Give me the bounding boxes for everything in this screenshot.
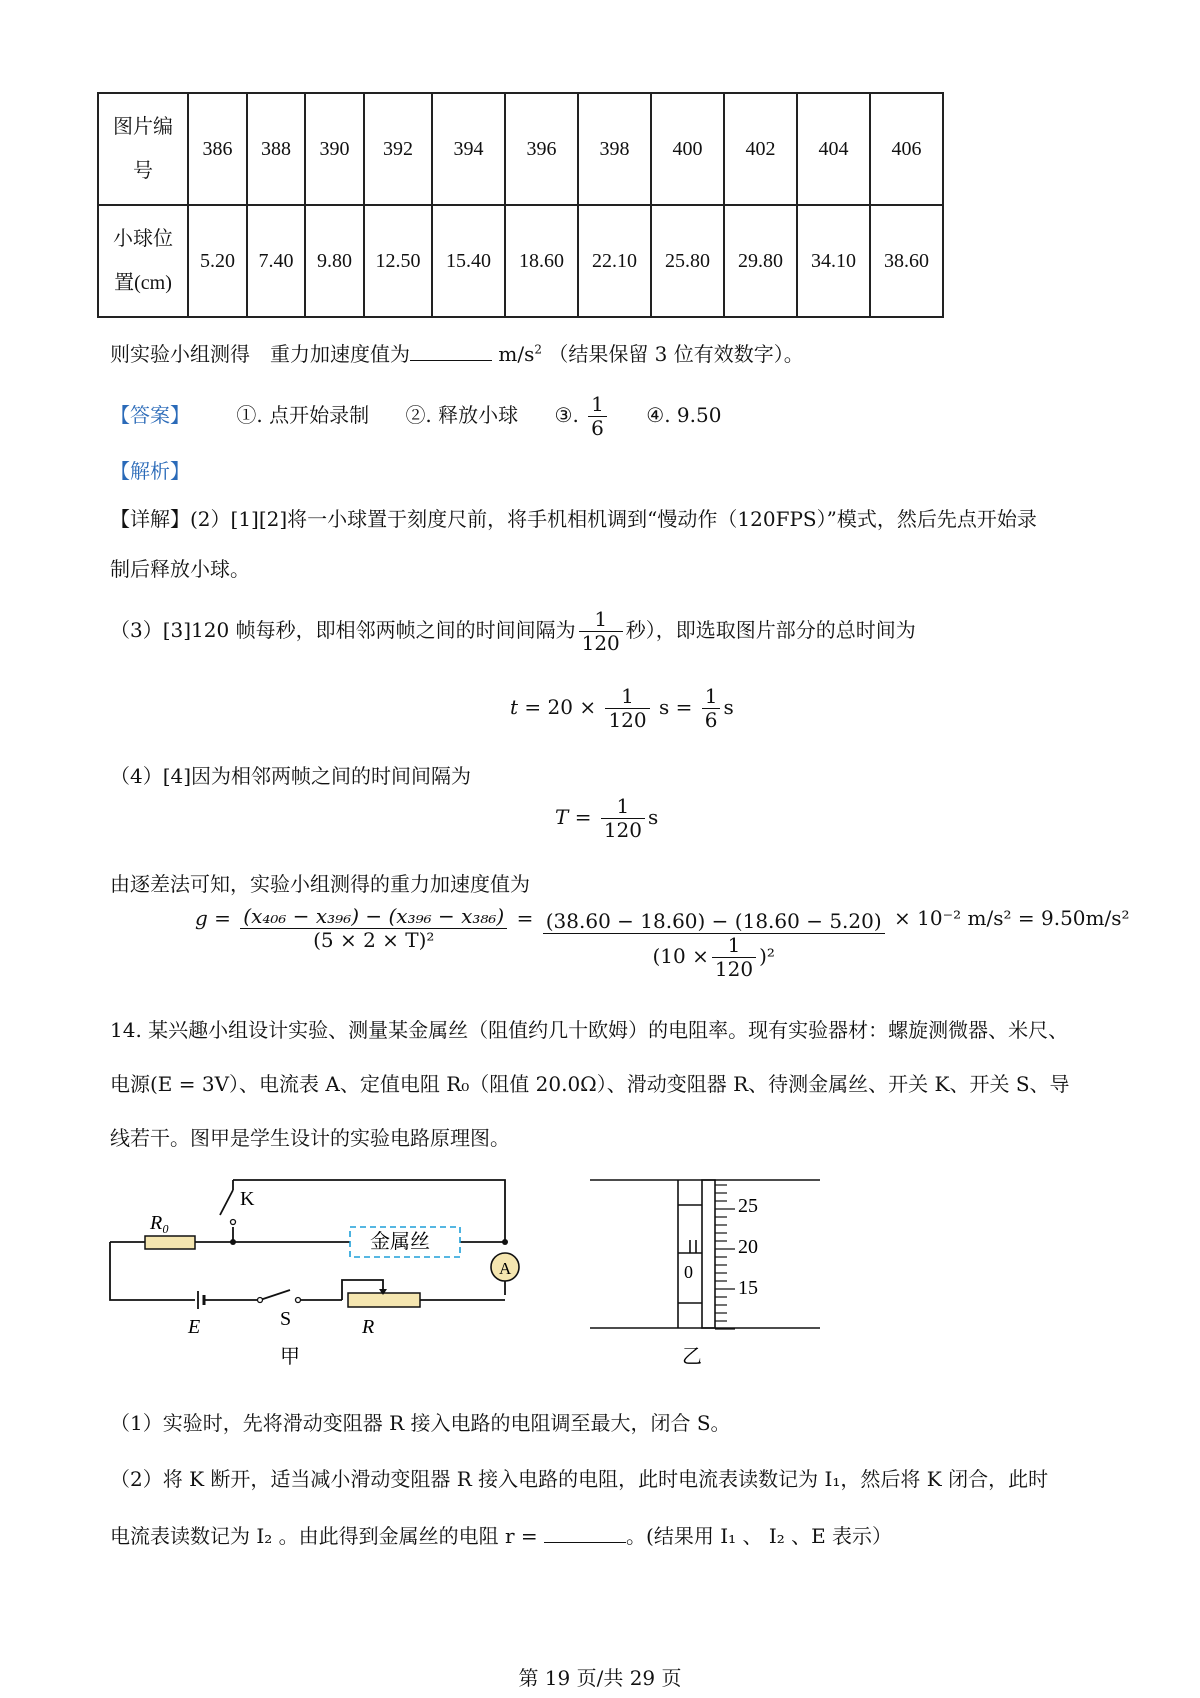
label-r: R	[362, 1316, 375, 1338]
caption-yi: 乙	[682, 1346, 702, 1368]
numerator: 1	[702, 685, 721, 709]
table-cell: 396	[505, 93, 578, 205]
numerator: (38.60 − 18.60) − (18.60 − 5.20)	[543, 910, 885, 934]
header-text: 号	[133, 160, 153, 182]
table-cell: 38.60	[870, 205, 943, 317]
denominator: 120	[603, 818, 643, 842]
table-cell: 406	[870, 93, 943, 205]
table-cell: 386	[188, 93, 247, 205]
question-text: 则实验小组测得 重力加速度值为	[110, 342, 410, 366]
table-cell: 15.40	[432, 205, 505, 317]
switch-k-contact	[231, 1220, 236, 1225]
answer-blank	[544, 1524, 626, 1543]
header-text: 图片编	[113, 116, 173, 138]
table-cell: 25.80	[651, 205, 724, 317]
table-row	[98, 93, 943, 205]
table-cell: 18.60	[505, 205, 578, 317]
junction	[502, 1239, 508, 1245]
table-cell: 404	[797, 93, 870, 205]
answer-3-fraction	[588, 393, 607, 440]
table-cell: 392	[364, 93, 432, 205]
table-cell: 22.10	[578, 205, 651, 317]
header-text: 置(cm)	[114, 272, 172, 294]
answer-blank	[410, 342, 492, 361]
eq-unit: s	[723, 695, 734, 719]
interval-fraction	[579, 608, 623, 655]
table-cell: 390	[305, 93, 364, 205]
unit-text: m/s	[498, 342, 535, 366]
equation-g: g = $\frac{\text{(x₄₀₆ − x₃₉₆) − (x₃₉₆ − x₃₈₆)}}{\text{(5 × 2 × T)²}}$ = (38.60 − 18.60) − (18.60 − 5.20) (10 × $\frac{1}{120}$ )² × 10⁻² m/s² = 9.50m/s²	[195, 904, 1130, 981]
tick-label-15: 15	[738, 1277, 758, 1299]
page-footer: 第 19 页/共 29 页	[518, 1666, 682, 1690]
q14-line-1: 14. 某兴趣小组设计实验、测量某金属丝（阻值约几十欧姆）的电阻率。现有实验器材：螺旋测微器、米尺、	[110, 1018, 1069, 1042]
eq-op: = 20 ×	[524, 695, 597, 719]
part4-line: （4）[4]因为相邻两帧之间的时间间隔为	[110, 764, 472, 788]
denominator: 120	[608, 708, 647, 732]
eq-fraction	[605, 685, 649, 732]
label-k: K	[240, 1188, 255, 1210]
label-metal-wire: 金属丝	[370, 1231, 430, 1253]
denominator	[543, 934, 885, 981]
detail-line-1: 【详解】(2）[1][2]将一小球置于刻度尺前，将手机相机调到“慢动作（120FPS）”模式，然后先点开始录	[110, 507, 1037, 531]
circuit-diagram	[100, 1165, 520, 1370]
question-line	[110, 338, 804, 367]
label-s: S	[280, 1308, 292, 1330]
junction	[230, 1239, 236, 1245]
answer-4: ④. 9.50	[646, 403, 722, 427]
denominator: 120	[581, 631, 620, 655]
denominator: (5 × 2 × T)²	[313, 928, 435, 952]
eq-fraction-values	[543, 910, 885, 981]
step-2-tail: 。(结果用 I₁ 、 I₂ 、E 表示）	[626, 1524, 893, 1548]
resistor-r0	[145, 1236, 195, 1249]
part3-text: （3）[3]120 帧每秒，即相邻两帧之间的时间间隔为	[110, 618, 576, 642]
eq-op: =	[574, 805, 592, 829]
tick-label-25: 25	[738, 1195, 758, 1217]
den-post: )²	[759, 944, 775, 968]
label-r0: R₀	[150, 1212, 170, 1234]
table-cell: 29.80	[724, 205, 797, 317]
switch-s-contact	[296, 1298, 301, 1303]
row-header-frame	[98, 93, 188, 205]
table-cell: 388	[247, 93, 305, 205]
equation-t	[510, 685, 734, 732]
denominator: 6	[704, 708, 718, 732]
detail-line-2: 制后释放小球。	[110, 557, 250, 581]
numerator: 1	[605, 685, 649, 709]
difference-method-text: 由逐差法可知，实验小组测得的重力加速度值为	[110, 872, 530, 896]
eq-result: × 10⁻² m/s² = 9.50m/s²	[894, 906, 1130, 930]
label-e: E	[188, 1316, 201, 1338]
eq-var: t	[510, 695, 519, 719]
eq-unit: s	[648, 805, 659, 829]
unit-sup: 2	[534, 342, 542, 357]
table-cell: 398	[578, 93, 651, 205]
numerator: 1	[588, 393, 607, 417]
part3-text-tail: 秒），即选取图片部分的总时间为	[625, 618, 916, 642]
step-2-line-1: （2）将 K 断开，适当减小滑动变阻器 R 接入电路的电阻，此时电流表读数记为 I₁，然后将 K 闭合，此时	[110, 1467, 1049, 1491]
equation-T	[555, 795, 658, 842]
table-cell: 9.80	[305, 205, 364, 317]
table-cell: 12.50	[364, 205, 432, 317]
table-cell: 7.40	[247, 205, 305, 317]
switch-s-contact	[258, 1298, 263, 1303]
header-text: 小球位	[113, 228, 173, 250]
answer-line	[110, 393, 721, 440]
table-cell: 400	[651, 93, 724, 205]
answer-tag: 【答案】	[110, 403, 190, 427]
row-header-position	[98, 205, 188, 317]
table-cell: 394	[432, 93, 505, 205]
numerator: 1	[601, 795, 645, 819]
thimble-scale	[715, 1185, 735, 1329]
numerator: (x₄₀₆ − x₃₉₆) − (x₃₉₆ − x₃₈₆)	[240, 905, 507, 929]
eq-var: T	[555, 805, 569, 829]
step-1: （1）实验时，先将滑动变阻器 R 接入电路的电阻调至最大，闭合 S。	[110, 1411, 731, 1435]
answer-3-label: ③.	[554, 403, 579, 427]
table-cell: 34.10	[797, 205, 870, 317]
data-table	[97, 92, 944, 318]
question-note: （结果保留 3 位有效数字）。	[548, 342, 804, 366]
analysis-tag: 【解析】	[110, 459, 190, 483]
denominator: 6	[591, 416, 604, 440]
eq-fraction	[240, 905, 507, 952]
answer-2: ②. 释放小球	[405, 403, 519, 427]
tick-label-20: 20	[738, 1236, 758, 1258]
rheostat	[348, 1293, 420, 1307]
table-cell: 5.20	[188, 205, 247, 317]
part3-line	[110, 608, 916, 655]
eq-var: g =	[195, 906, 231, 930]
numerator: 1	[579, 608, 623, 632]
eq-fraction	[601, 795, 645, 842]
den-pre: (10 ×	[652, 944, 709, 968]
numerator: 1	[712, 934, 756, 958]
eq-fraction	[702, 685, 721, 732]
micrometer-diagram	[590, 1165, 830, 1370]
label-ammeter: A	[499, 1259, 512, 1278]
table-cell: 402	[724, 93, 797, 205]
q14-line-3: 线若干。图甲是学生设计的实验电路原理图。	[110, 1126, 510, 1150]
step-2-line-2	[110, 1520, 892, 1549]
table-row	[98, 205, 943, 317]
answer-1: ①. 点开始录制	[236, 403, 370, 427]
denominator: 120	[714, 957, 754, 981]
q14-line-2: 电源(E = 3V）、电流表 A、定值电阻 R₀（阻值 20.0Ω）、滑动变阻器 R、待测金属丝、开关 K、开关 S、导	[110, 1072, 1070, 1096]
inner-fraction	[712, 934, 756, 981]
caption-jia: 甲	[280, 1346, 300, 1368]
eq-op: s =	[659, 695, 693, 719]
step-2-text: 电流表读数记为 I₂ 。由此得到金属丝的电阻 r =	[110, 1524, 538, 1548]
main-scale-zero: 0	[684, 1262, 693, 1282]
